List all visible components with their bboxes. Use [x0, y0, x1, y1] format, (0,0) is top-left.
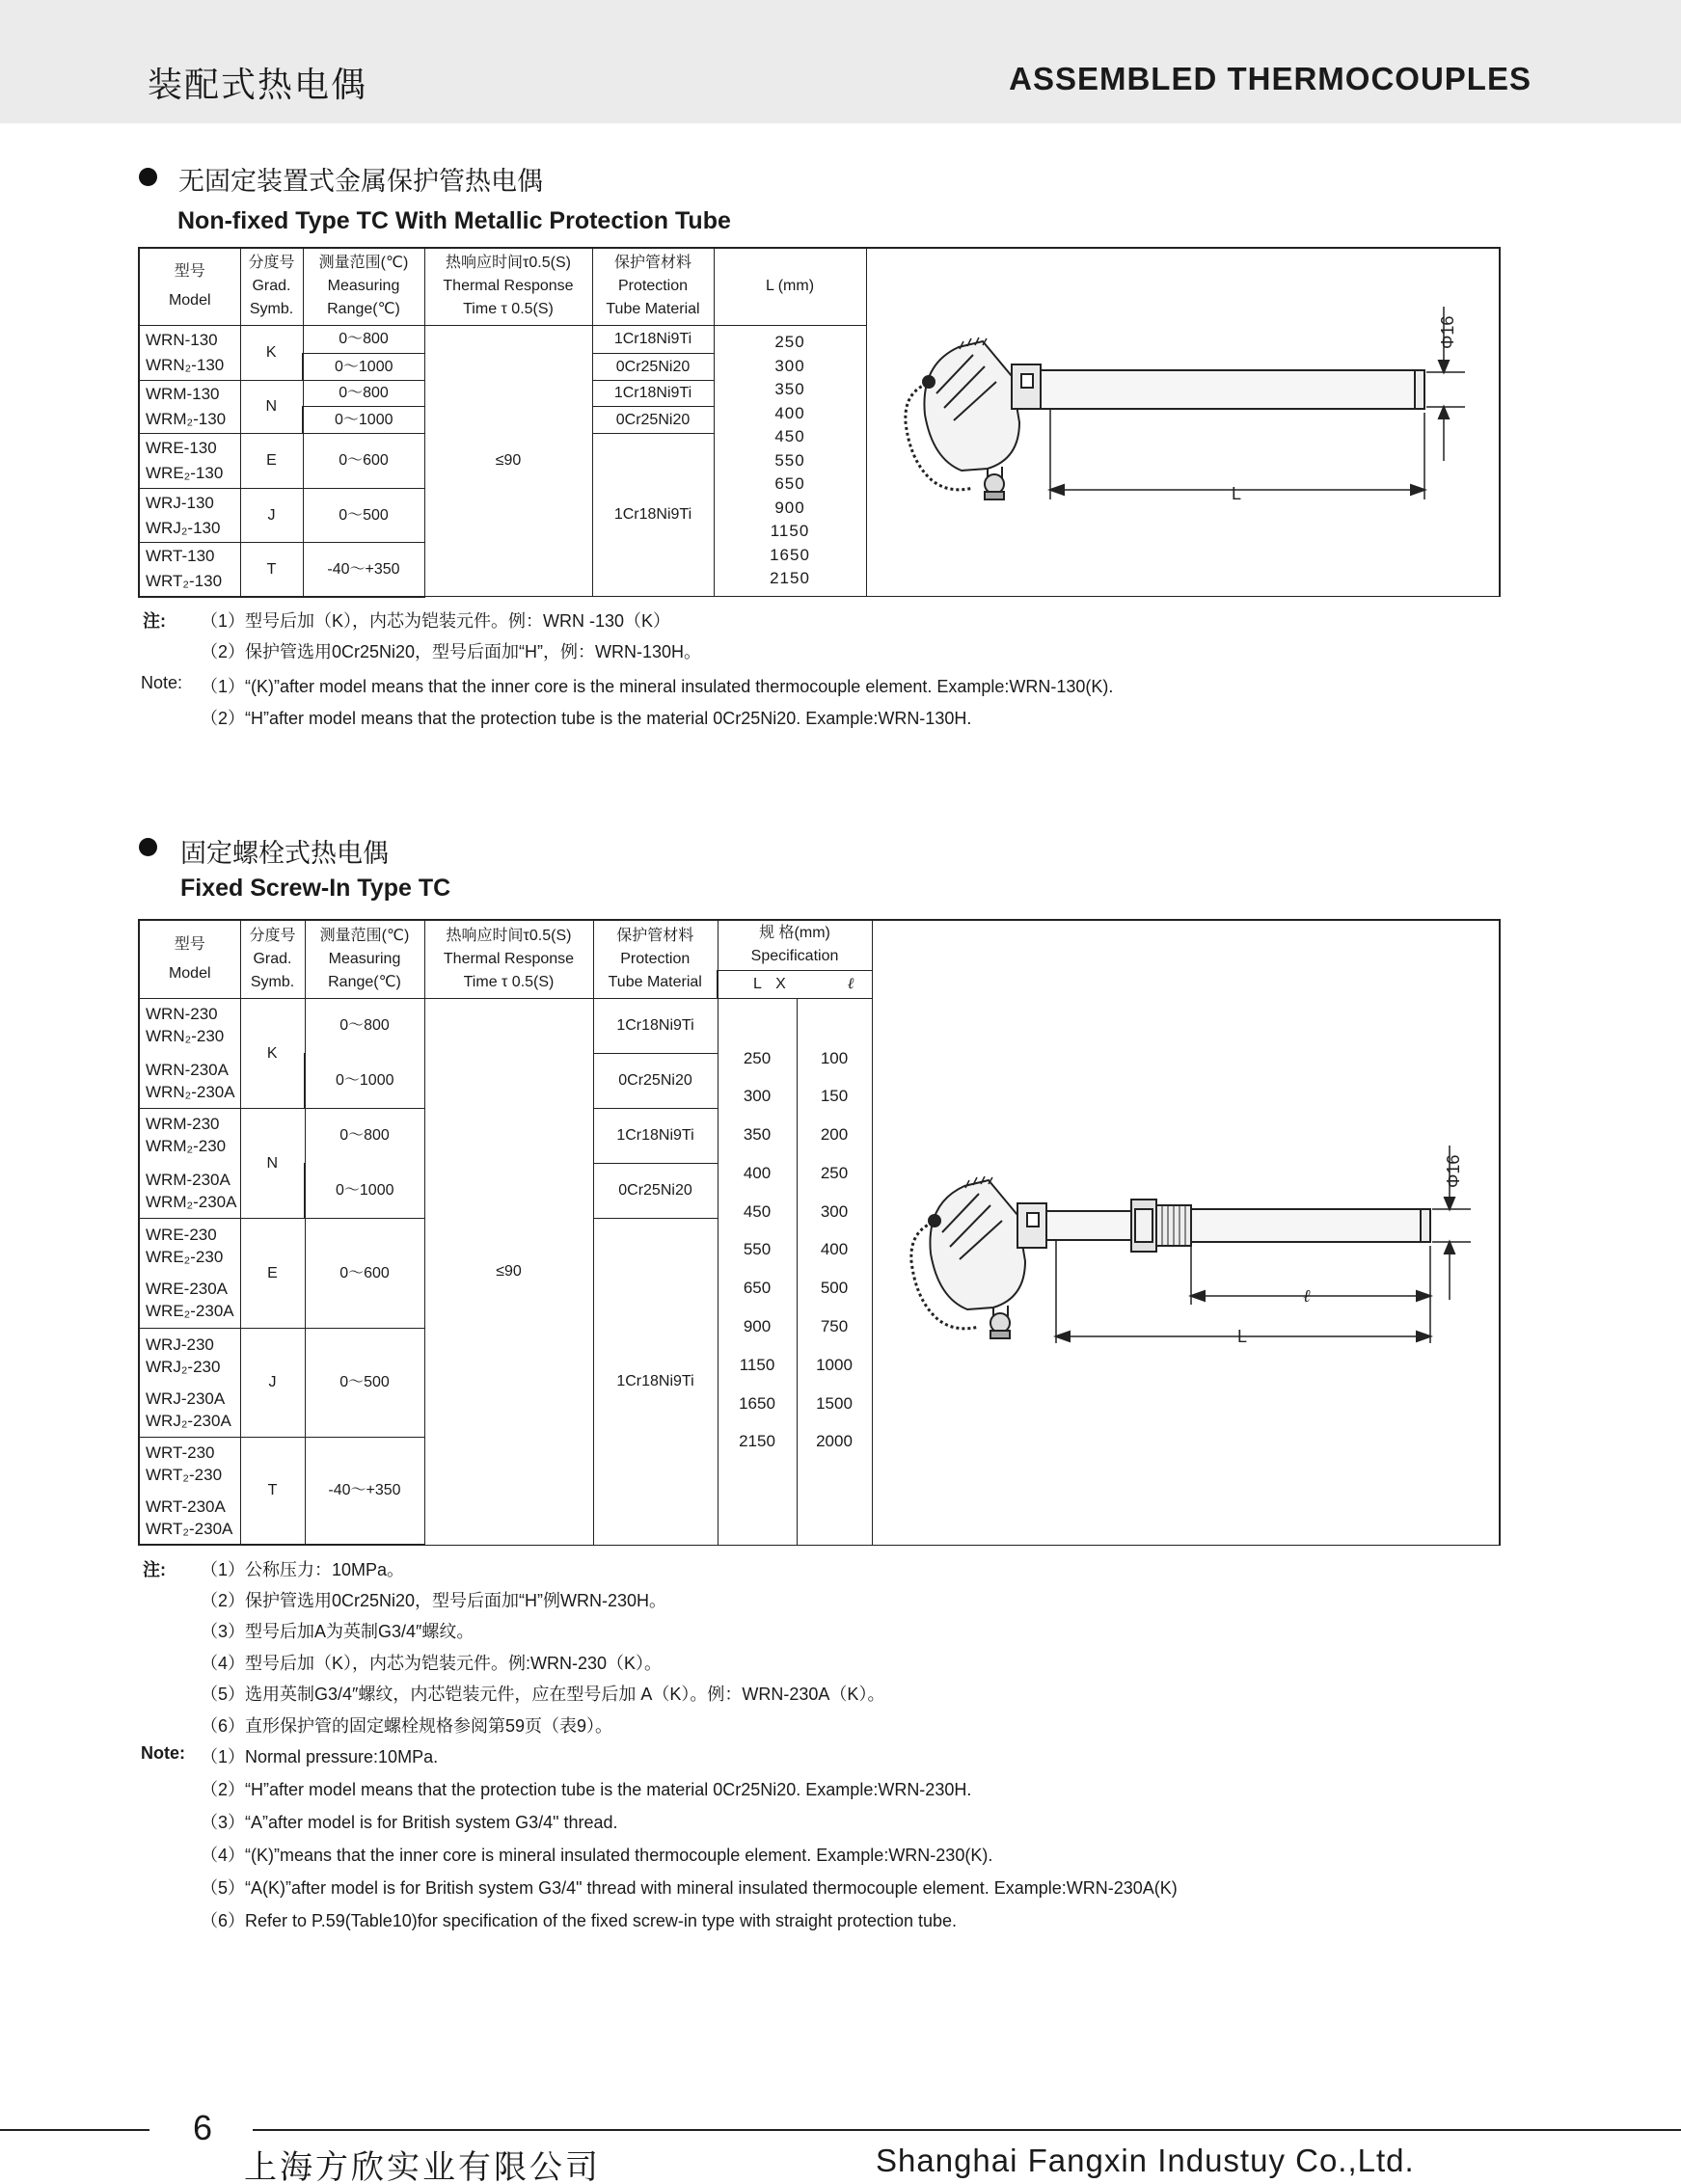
dia-label: Φ16	[1437, 315, 1457, 349]
grad-cell: T	[240, 1437, 305, 1545]
footer-rule-left	[0, 2129, 149, 2131]
table-row-model: WRE-230 WRE₂-230 WRE-230A WRE₂-230A	[139, 1218, 240, 1328]
tube-cell: 1Cr18Ni9Ti	[592, 380, 714, 406]
grad-cell: J	[240, 489, 303, 543]
tube-cell: 1Cr18Ni9Ti	[593, 1108, 718, 1163]
tube-common-cell: 1Cr18Ni9Ti	[592, 433, 714, 596]
range-cell: 0～1000	[303, 406, 424, 433]
col-range-header: 测量范围(℃) Measuring Range(℃)	[303, 248, 424, 325]
table-row-model: WRM-130 WRM₂-130	[139, 380, 240, 433]
range-cell: 0～800	[303, 380, 424, 406]
L-values-cell: 250 300 350 400 450 550 650 900 1150 1650 2150	[718, 998, 797, 1545]
range-cell: -40～+350	[303, 543, 424, 597]
col-grad-header: 分度号 Grad. Symb.	[240, 248, 303, 325]
spec-L-header: L	[718, 970, 797, 998]
col-length-header: L (mm)	[714, 248, 866, 325]
range-cell: 0～600	[305, 1218, 424, 1328]
L-label: L	[1236, 1327, 1247, 1347]
col-tube-header: 保护管材料 Protection Tube Material	[592, 248, 714, 325]
note-cn-1: （1）公称压力：10MPa。	[201, 1560, 405, 1579]
grad-cell: K	[240, 325, 303, 380]
col-spec-header: 规 格(mm) Specification	[718, 920, 872, 970]
grad-cell: N	[240, 1108, 305, 1218]
footer-rule-right	[253, 2129, 1681, 2131]
range-cell: 0～500	[305, 1328, 424, 1437]
range-cell: 0～800	[305, 998, 424, 1053]
grad-cell: E	[240, 433, 303, 488]
table-row-model: WRE-130 WRE₂-130	[139, 433, 240, 488]
grad-cell: N	[240, 380, 303, 433]
tube-cell: 1Cr18Ni9Ti	[592, 325, 714, 353]
table-row-model: WRM-230 WRM₂-230 WRM-230A WRM₂-230A	[139, 1108, 240, 1218]
range-cell: 0～800	[303, 325, 424, 353]
range-cell: 0～1000	[305, 1163, 424, 1218]
range-cell: 0～1000	[303, 353, 424, 380]
section1-title-cn: 无固定装置式金属保护管热电偶	[178, 167, 543, 197]
note-en-3: （3）“A”after model is for British system G3/4" thread.	[201, 1813, 618, 1832]
grad-cell: E	[240, 1218, 305, 1328]
section2-spec-table	[138, 919, 1501, 1546]
col-grad-header: 分度号 Grad. Symb.	[240, 920, 305, 998]
col-response-header: 热响应时间τ0.5(S) Thermal Response Time τ 0.5(S)	[424, 248, 592, 325]
col-response-header: 热响应时间τ0.5(S) Thermal Response Time τ 0.5(S)	[424, 920, 593, 998]
length-values-cell: 250 300 350 400 450 550 650 900 1150 1650 2150	[714, 325, 866, 597]
col-range-header: 测量范围(℃) Measuring Range(℃)	[305, 920, 424, 998]
header-title-cn: 装配式热电偶	[148, 66, 368, 105]
header-title-en: ASSEMBLED THERMOCOUPLES	[1009, 61, 1532, 96]
grad-cell: T	[240, 543, 303, 597]
col-model-header: 型号 Model	[139, 248, 240, 325]
page-number: 6	[193, 2108, 213, 2147]
junction-box	[924, 341, 1019, 471]
tube-cell: 0Cr25Ni20	[592, 353, 714, 380]
section2-diagram-cell	[872, 920, 1500, 1545]
table-row-model: WRJ-130 WRJ₂-130	[139, 489, 240, 543]
notes-label-en: Note:	[141, 673, 183, 692]
note-cn-6: （6）直形保护管的固定螺栓规格参阅第59页（表9）。	[201, 1716, 613, 1736]
page-header	[0, 0, 1681, 123]
note-en-2: （2）“H”after model means that the protection tube is the material 0Cr25Ni20. Example:WRN-130H.	[201, 709, 972, 728]
section1-spec-table	[138, 247, 1501, 598]
tube-cell: 0Cr25Ni20	[593, 1163, 718, 1218]
note-cn-1: （1）型号后加（K），内芯为铠装元件。例：WRN -130（K）	[201, 611, 671, 631]
note-en-1: （1）“(K)”after model means that the inner core is the mineral insulated thermocouple element. Example:WRN-130(K).	[201, 677, 1114, 696]
footer-company-en: Shanghai Fangxin Industuy Co.,Ltd.	[876, 2143, 1415, 2178]
note-en-1: （1）Normal pressure:10MPa.	[201, 1747, 439, 1766]
note-en-6: （6）Refer to P.59(Table10)for specification of the fixed screw-in type with straight protection tube.	[201, 1911, 958, 1930]
range-cell: 0～600	[303, 433, 424, 488]
notes-label-cn: 注:	[143, 611, 166, 631]
protection-tube	[1191, 1209, 1423, 1242]
note-cn-4: （4）型号后加（K），内芯为铠装元件。例:WRN-230（K）。	[201, 1654, 663, 1673]
notes-label-cn: 注:	[143, 1560, 166, 1579]
col-tube-header: 保护管材料 Protection Tube Material	[593, 920, 718, 998]
table-row-model: WRT-230 WRT₂-230 WRT-230A WRT₂-230A	[139, 1437, 240, 1545]
table-row-model: WRN-130 WRN₂-130	[139, 325, 240, 380]
section2-title-en: Fixed Screw-In Type TC	[180, 875, 451, 902]
L-label: L	[1231, 484, 1241, 503]
junction-box	[930, 1180, 1025, 1309]
col-model-header: 型号 Model	[139, 920, 240, 998]
protection-tube	[1041, 370, 1417, 409]
dia-label: Φ16	[1443, 1154, 1463, 1189]
thermocouple-diagram	[867, 249, 1484, 596]
section2-title-cn: 固定螺栓式热电偶	[180, 839, 389, 869]
footer-company-cn: 上海方欣实业有限公司	[244, 2148, 601, 2184]
range-cell: 0～500	[303, 489, 424, 543]
response-cell: ≤90	[424, 998, 593, 1545]
section1-bullet	[139, 168, 157, 186]
notes-label-en: Note:	[141, 1743, 185, 1763]
range-cell: 0～1000	[305, 1053, 424, 1108]
tube-cell: 0Cr25Ni20	[593, 1053, 718, 1108]
section2-bullet	[139, 838, 157, 856]
table-row-model: WRN-230 WRN₂-230 WRN-230A WRN₂-230A	[139, 998, 240, 1108]
ell-label: ℓ	[1302, 1286, 1310, 1307]
table-row-model: WRT-130 WRT₂-130	[139, 543, 240, 597]
note-en-5: （5）“A(K)”after model is for British system G3/4" thread with mineral insulated thermocouple element. Example:WRN-230A(K)	[201, 1878, 1178, 1898]
tube-common-cell: 1Cr18Ni9Ti	[593, 1218, 718, 1545]
response-cell: ≤90	[424, 325, 592, 597]
note-cn-2: （2）保护管选用0Cr25Ni20，型号后面加“H”例WRN-230H。	[201, 1591, 667, 1610]
note-en-2: （2）“H”after model means that the protection tube is the material 0Cr25Ni20. Example:WRN-230H.	[201, 1780, 972, 1799]
spec-ell-header: X ℓ	[797, 970, 872, 998]
table-row-model: WRJ-230 WRJ₂-230 WRJ-230A WRJ₂-230A	[139, 1328, 240, 1437]
range-cell: -40～+350	[305, 1437, 424, 1545]
section1-title-en: Non-fixed Type TC With Metallic Protection Tube	[177, 207, 731, 234]
note-cn-5: （5）选用英制G3/4″螺纹，内芯铠装元件，应在型号后加 A（K）。例：WRN-230A（K）。	[201, 1685, 885, 1704]
tube-cell: 0Cr25Ni20	[592, 406, 714, 433]
ell-values-cell: 100 150 200 250 300 400 500 750 1000 1500 2000	[797, 998, 872, 1545]
tube-cell: 1Cr18Ni9Ti	[593, 998, 718, 1053]
grad-cell: K	[240, 998, 305, 1108]
section1-diagram-cell	[866, 248, 1500, 597]
grad-cell: J	[240, 1328, 305, 1437]
note-en-4: （4）“(K)”means that the inner core is mineral insulated thermocouple element. Example:WRN-230(K).	[201, 1846, 993, 1865]
note-cn-3: （3）型号后加A为英制G3/4″螺纹。	[201, 1622, 474, 1641]
screw-thermocouple-diagram	[873, 1030, 1490, 1435]
note-cn-2: （2）保护管选用0Cr25Ni20，型号后面加“H”，例：WRN-130H。	[201, 642, 702, 661]
range-cell: 0～800	[305, 1108, 424, 1163]
